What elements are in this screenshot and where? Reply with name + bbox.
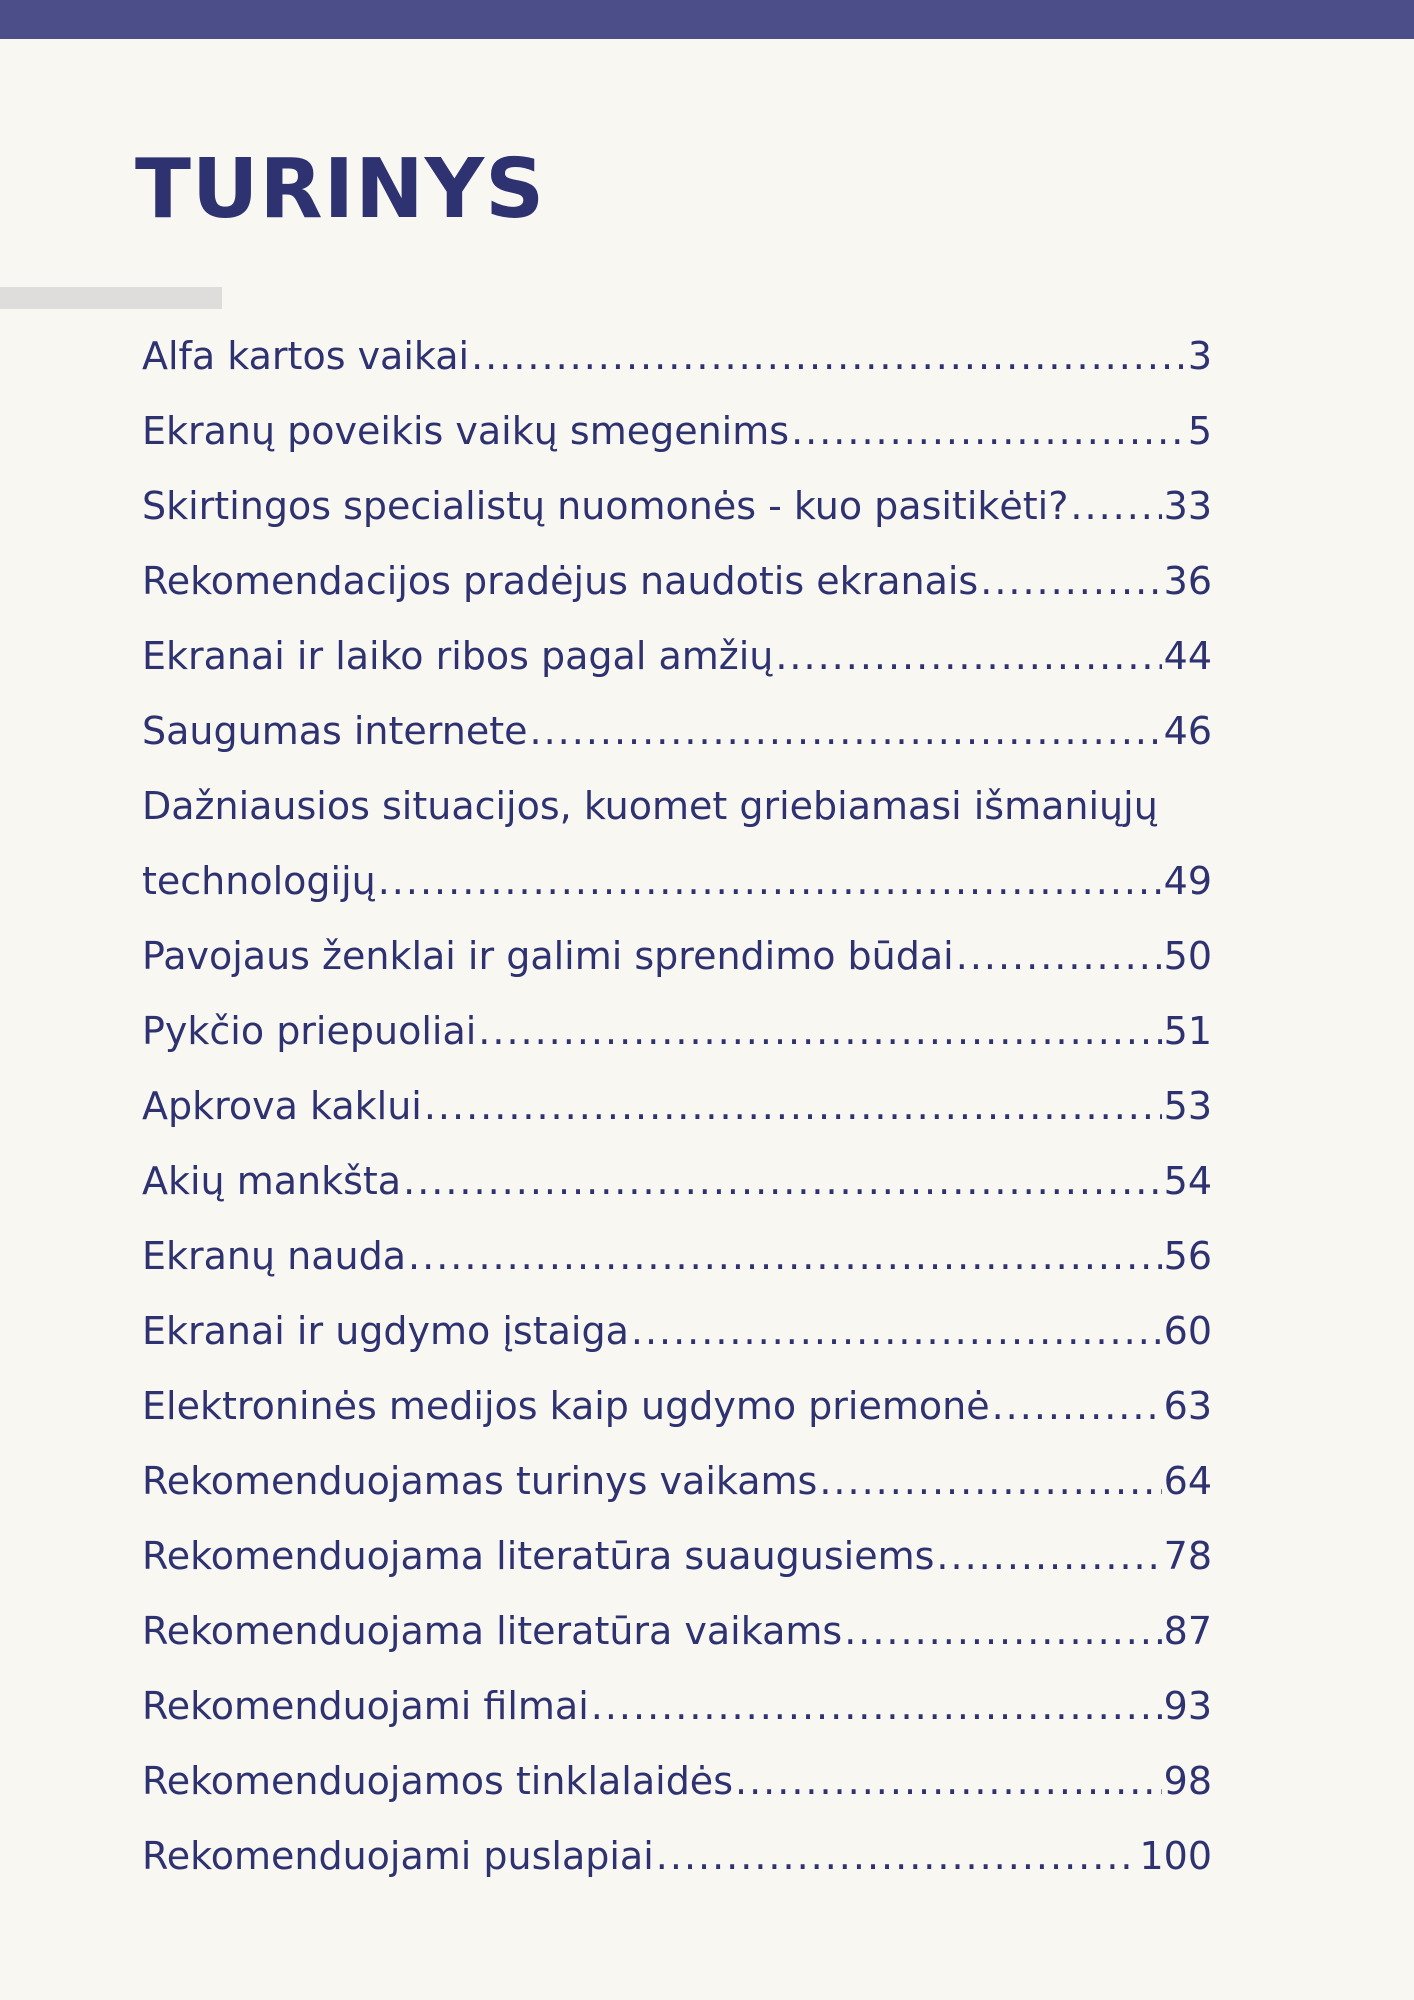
toc-item-filmai[interactable] (142, 1669, 1212, 1744)
toc-page-number: 36 (1163, 559, 1212, 603)
toc-label: Rekomenduojama literatūra vaikams (142, 1609, 843, 1653)
toc-item-pavojaus-zenklai[interactable] (142, 919, 1212, 994)
toc-label: Rekomenduojamas turinys vaikams (142, 1459, 818, 1503)
toc-label: Ekranų poveikis vaikų smegenims (142, 409, 790, 453)
toc-label: Elektroninės medijos kaip ugdymo priemonė (142, 1384, 990, 1428)
toc-leader-dots (936, 1519, 1161, 1594)
toc-leader-dots (403, 1144, 1162, 1219)
toc-leader-dots (980, 544, 1161, 619)
toc-label: Rekomenduojamos tinklalaidės (142, 1759, 733, 1803)
toc-leader-dots (656, 1819, 1138, 1894)
toc-item-laiko-ribos[interactable] (142, 619, 1212, 694)
toc-leader-dots (956, 919, 1162, 994)
toc-item-puslapiai[interactable] (142, 1819, 1212, 1894)
toc-leader-dots (735, 1744, 1162, 1819)
toc-label: Saugumas internete (142, 709, 528, 753)
toc-label: Skirtingos specialistų nuomonės - kuo pasitikėti? (142, 484, 1069, 528)
toc-label: Akių mankšta (142, 1159, 402, 1203)
toc-label: Pavojaus ženklai ir galimi sprendimo būdai (142, 934, 954, 978)
toc-leader-dots (471, 319, 1186, 394)
toc-item-rekomendacijos[interactable] (142, 544, 1212, 619)
toc-item-dazniausios-situacijos[interactable] (142, 769, 1212, 919)
toc-item-tinklalaides[interactable] (142, 1744, 1212, 1819)
toc-leader-dots (530, 694, 1162, 769)
toc-page-number: 53 (1163, 1084, 1212, 1128)
toc-label: Rekomenduojami puslapiai (142, 1834, 654, 1878)
toc-item-pykcio-priepuoliai[interactable] (142, 994, 1212, 1069)
toc-item-ugdymo-istaiga[interactable] (142, 1294, 1212, 1369)
toc-leader-dots (819, 1444, 1161, 1519)
toc-item-turinys-vaikams[interactable] (142, 1444, 1212, 1519)
toc-page-number: 78 (1163, 1534, 1212, 1578)
toc-item-ekranu-poveikis[interactable] (142, 394, 1212, 469)
toc-page-number: 64 (1163, 1459, 1212, 1503)
toc-item-literatura-suaugusiems[interactable] (142, 1519, 1212, 1594)
toc-item-akiu-manksta[interactable] (142, 1144, 1212, 1219)
toc-item-alfa-kartos-vaikai[interactable] (142, 319, 1212, 394)
toc-label: Rekomendacijos pradėjus naudotis ekranais (142, 559, 979, 603)
toc-leader-dots (791, 394, 1186, 469)
table-of-contents (142, 319, 1212, 1894)
toc-item-specialistu-nuomones[interactable] (142, 469, 1212, 544)
toc-item-ekranu-nauda[interactable] (142, 1219, 1212, 1294)
toc-label: Pykčio priepuoliai (142, 1009, 477, 1053)
toc-page-number: 60 (1163, 1309, 1212, 1353)
toc-page-number: 87 (1163, 1609, 1212, 1653)
toc-page-number: 56 (1163, 1234, 1212, 1278)
toc-leader-dots (992, 1369, 1162, 1444)
toc-page-number: 93 (1163, 1684, 1212, 1728)
toc-label: Rekomenduojama literatūra suaugusiems (142, 1534, 935, 1578)
toc-leader-dots (591, 1669, 1162, 1744)
toc-item-apkrova-kaklui[interactable] (142, 1069, 1212, 1144)
toc-page-number: 49 (1163, 859, 1212, 903)
toc-item-elektronines-medijos[interactable] (142, 1369, 1212, 1444)
toc-page-number: 51 (1163, 1009, 1212, 1053)
toc-label: Ekranai ir ugdymo įstaiga (142, 1309, 629, 1353)
toc-item-saugumas-internete[interactable] (142, 694, 1212, 769)
toc-page-number: 3 (1187, 334, 1212, 378)
toc-label: Ekranai ir laiko ribos pagal amžių (142, 634, 774, 678)
toc-page-number: 63 (1163, 1384, 1212, 1428)
toc-page-number: 46 (1163, 709, 1212, 753)
toc-page-number: 100 (1139, 1834, 1212, 1878)
toc-label-line1: Dažniausios situacijos, kuomet griebiamasi išmaniųjų (142, 784, 1158, 828)
toc-page-number: 44 (1163, 634, 1212, 678)
toc-page-number: 98 (1163, 1759, 1212, 1803)
toc-leader-dots (631, 1294, 1162, 1369)
top-accent-bar (0, 0, 1414, 39)
toc-page-number: 50 (1163, 934, 1212, 978)
toc-leader-dots (378, 844, 1162, 919)
toc-leader-dots (775, 619, 1161, 694)
toc-label: technologijų (142, 859, 376, 903)
page-title: TURINYS (135, 142, 546, 237)
toc-label: Alfa kartos vaikai (142, 334, 470, 378)
toc-page-number: 5 (1187, 409, 1212, 453)
toc-leader-dots (1070, 469, 1161, 544)
toc-leader-dots (844, 1594, 1161, 1669)
toc-label: Apkrova kaklui (142, 1084, 422, 1128)
toc-item-literatura-vaikams[interactable] (142, 1594, 1212, 1669)
title-divider (0, 287, 222, 309)
toc-page-number: 33 (1163, 484, 1212, 528)
toc-label: Ekranų nauda (142, 1234, 407, 1278)
toc-leader-dots (478, 994, 1161, 1069)
toc-page-number: 54 (1163, 1159, 1212, 1203)
toc-label: Rekomenduojami filmai (142, 1684, 589, 1728)
toc-leader-dots (424, 1069, 1162, 1144)
toc-leader-dots (408, 1219, 1162, 1294)
